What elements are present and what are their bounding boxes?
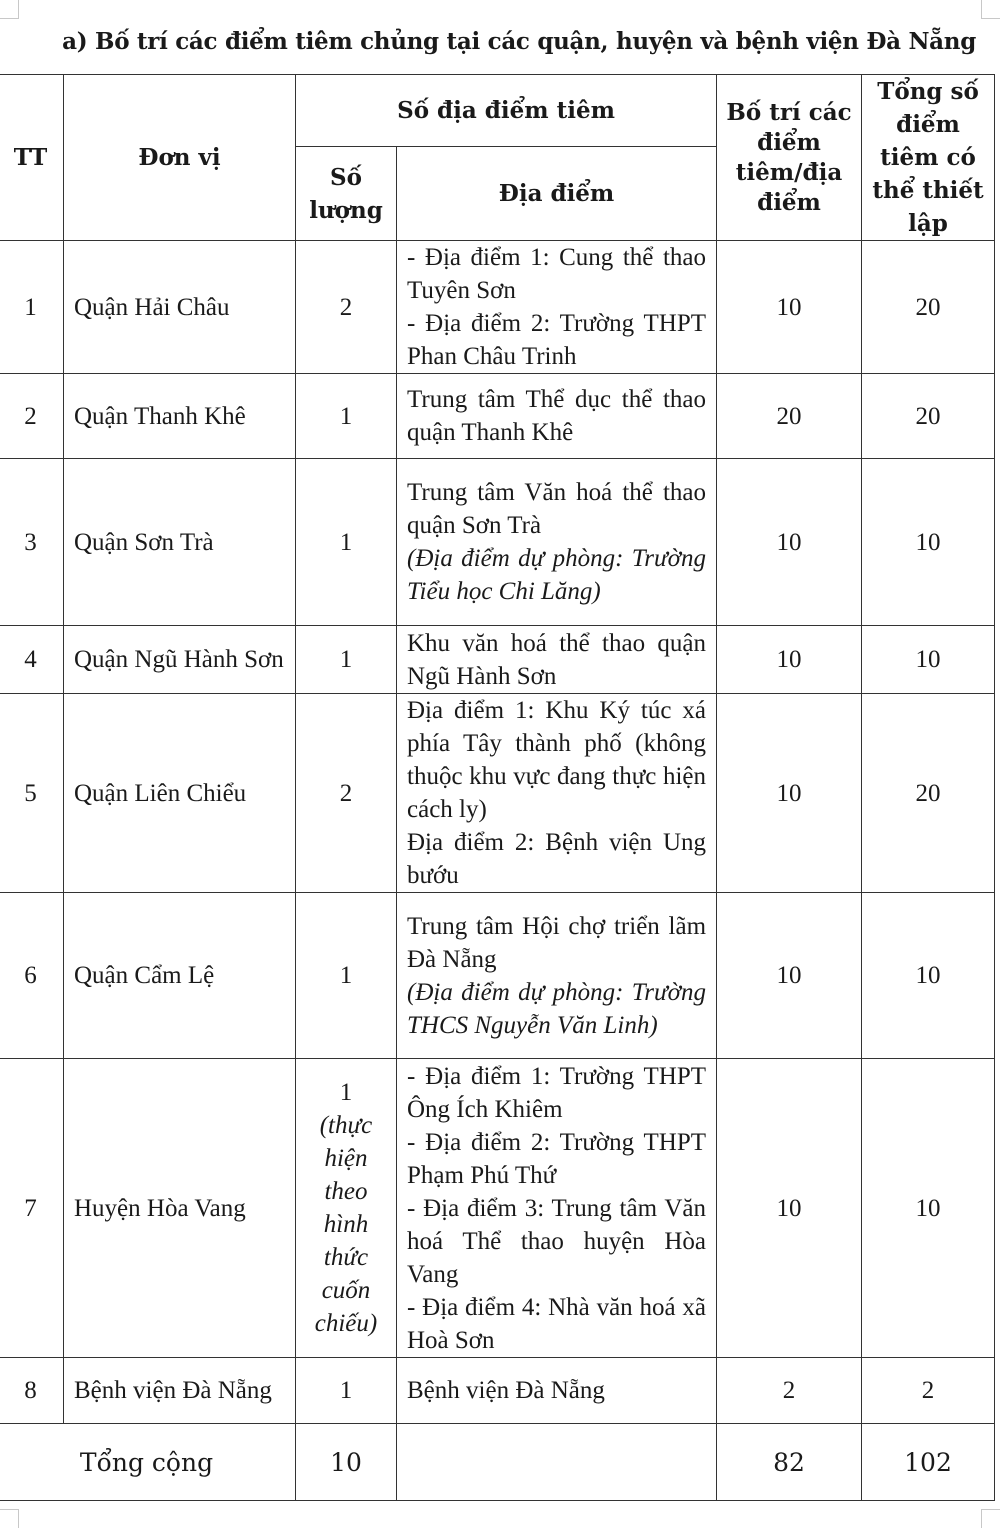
row-location [397,459,717,626]
row-per-location: 10 [717,241,862,374]
table-row [0,241,995,374]
row-total: 10 [862,626,995,694]
location-line: - Địa điểm 2: Trường THPT Phan Châu Trinh [407,310,707,370]
location-note: (Địa điểm dự phòng: Trường THCS Nguyễn Văn Linh) [407,978,707,1039]
total-per-location: 82 [717,1424,862,1501]
row-unit: Quận Thanh Khê [64,374,296,459]
row-quantity [296,1059,397,1358]
page-corner-mark [0,0,19,19]
row-tt: 6 [0,893,64,1059]
row-unit: Quận Hải Châu [64,241,296,374]
row-tt: 3 [0,459,64,626]
header-unit: Đơn vị [64,75,296,241]
row-per-location: 10 [717,626,862,694]
row-tt: 8 [0,1358,64,1424]
row-quantity: 1 [296,1358,397,1424]
location-line: Bệnh viện Đà Nẵng [407,1377,605,1404]
row-tt: 7 [0,1059,64,1358]
location-line: - Địa điểm 2: Trường THPT Phạm Phú Thứ [407,1128,707,1189]
row-total: 10 [862,459,995,626]
location-line: - Địa điểm 3: Trung tâm Văn hoá Thể thao huyện Hòa Vang [407,1194,707,1288]
table-row [0,459,995,626]
page-corner-mark [981,0,1000,19]
row-total: 10 [862,893,995,1059]
row-unit: Quận Liên Chiểu [64,694,296,893]
location-line: Địa điểm 1: Khu Ký túc xá phía Tây thành phố (không thuộc khu vực đang thực hiện cách ly) [407,697,707,823]
total-location [397,1424,717,1501]
table-row [0,374,995,459]
row-quantity: 1 [296,626,397,694]
location-line: Trung tâm Văn hoá thể thao quận Sơn Trà [407,479,707,539]
row-location [397,694,717,893]
total-label: Tổng cộng [0,1424,296,1501]
row-per-location: 10 [717,893,862,1059]
row-tt: 1 [0,241,64,374]
row-per-location: 2 [717,1358,862,1424]
row-unit: Quận Ngũ Hành Sơn [64,626,296,694]
table-row [0,694,995,893]
row-per-location: 20 [717,374,862,459]
header-per-location: Bố trí các điểm tiêm/địa điểm [717,75,862,241]
row-quantity: 1 [296,459,397,626]
row-per-location: 10 [717,1059,862,1358]
total-points: 102 [862,1424,995,1501]
header-total-points: Tổng số điểm tiêm có thể thiết lập [862,75,995,241]
row-location [397,626,717,694]
row-total: 20 [862,694,995,893]
location-line: Khu văn hoá thể thao quận Ngũ Hành Sơn [407,629,707,690]
row-per-location: 10 [717,459,862,626]
quantity-note: (thực hiện theo hình thức cuốn chiếu) [314,1112,378,1337]
row-total: 10 [862,1059,995,1358]
row-quantity: 2 [296,241,397,374]
row-total: 2 [862,1358,995,1424]
location-line: - Địa điểm 4: Nhà văn hoá xã Hoà Sơn [407,1293,707,1354]
row-location [397,1059,717,1358]
row-total: 20 [862,374,995,459]
page-corner-mark [0,1509,19,1528]
row-location [397,241,717,374]
header-quantity: Số lượng [296,147,397,241]
location-line: Địa điểm 2: Bệnh viện Ung bướu [407,829,707,889]
section-heading: a) Bố trí các điểm tiêm chủng tại các quận, huyện và bệnh viện Đà Nẵng [62,28,976,55]
page-corner-mark [981,1509,1000,1528]
table-row [0,1059,995,1358]
row-tt: 2 [0,374,64,459]
row-tt: 5 [0,694,64,893]
location-note: (Địa điểm dự phòng: Trường Tiểu học Chi Lăng) [407,545,707,605]
row-per-location: 10 [717,694,862,893]
header-location-group: Số địa điểm tiêm [296,75,717,147]
table-row [0,893,995,1059]
location-line: - Địa điểm 1: Trường THPT Ông Ích Khiêm [407,1062,707,1123]
row-unit: Huyện Hòa Vang [64,1059,296,1358]
row-unit: Quận Sơn Trà [64,459,296,626]
total-row [0,1424,995,1501]
row-quantity: 1 [296,893,397,1059]
row-location [397,893,717,1059]
row-unit: Bệnh viện Đà Nẵng [64,1358,296,1424]
row-tt: 4 [0,626,64,694]
table-row [0,626,995,694]
location-line: - Địa điểm 1: Cung thể thao Tuyên Sơn [407,244,707,304]
total-quantity: 10 [296,1424,397,1501]
quantity-value: 1 [339,1079,353,1106]
header-location: Địa điểm [397,147,717,241]
row-unit: Quận Cẩm Lệ [64,893,296,1059]
location-line: Trung tâm Hội chợ triển lãm Đà Nẵng [407,912,707,973]
row-location [397,1358,717,1424]
header-tt: TT [0,75,64,241]
row-quantity: 1 [296,374,397,459]
location-line: Trung tâm Thể dục thể thao quận Thanh Khê [407,386,707,446]
row-total: 20 [862,241,995,374]
vaccination-sites-table [0,74,995,1501]
row-location [397,374,717,459]
table-row [0,1358,995,1424]
row-quantity: 2 [296,694,397,893]
